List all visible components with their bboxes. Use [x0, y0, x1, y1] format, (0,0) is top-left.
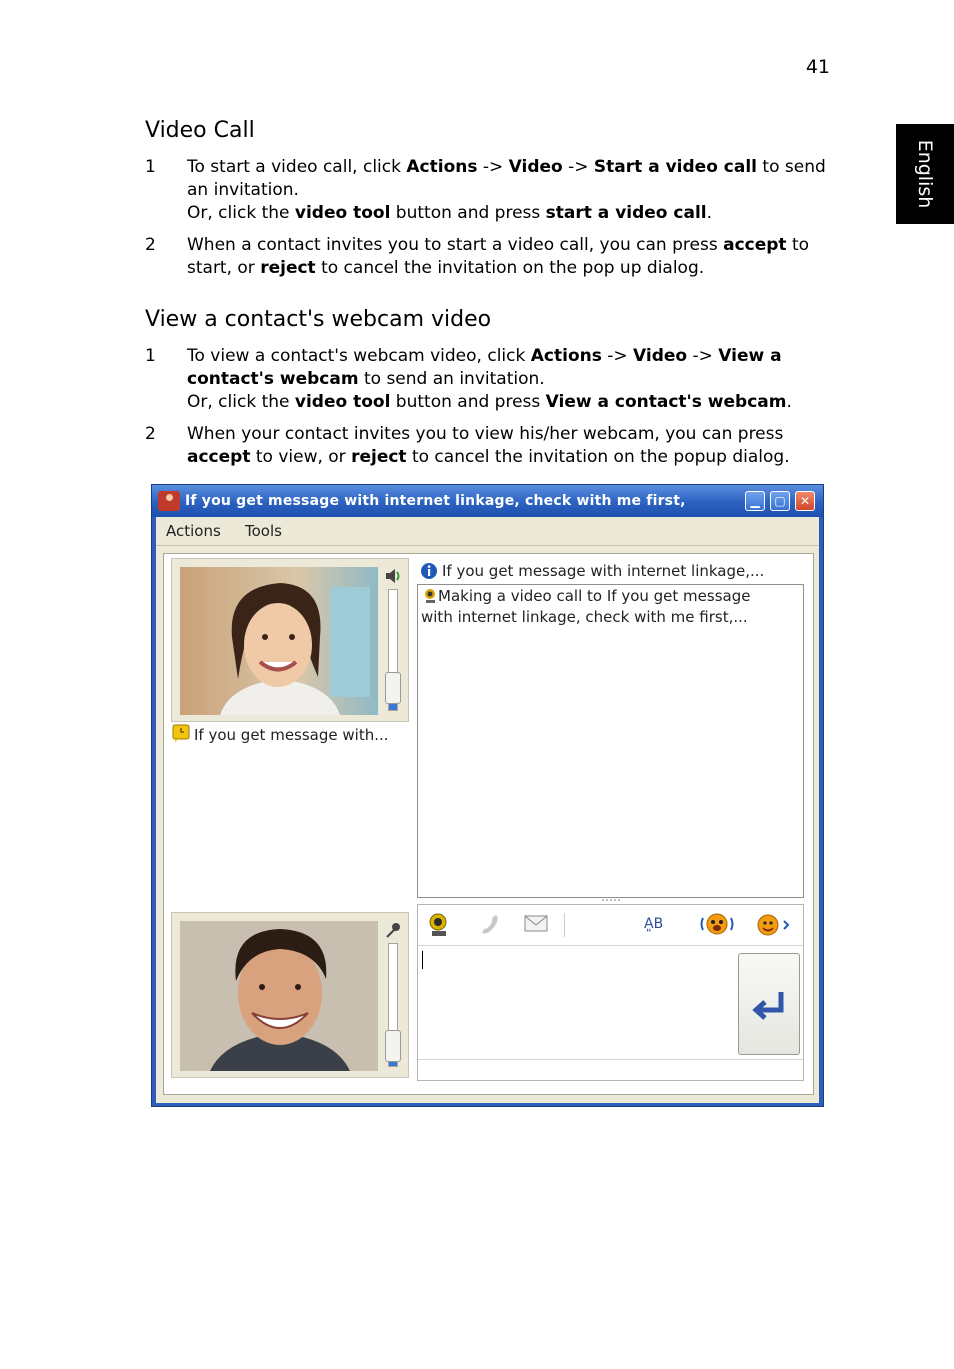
text-run: to cancel the invitation on the popup dialog.: [406, 447, 790, 467]
toolbar-divider: [564, 913, 565, 937]
bold-term: reject: [260, 258, 316, 278]
maximize-button[interactable]: ▢: [770, 491, 790, 511]
bold-term: Start a video call: [593, 157, 757, 177]
step-text: [187, 234, 827, 280]
menu-bar: [156, 517, 819, 546]
section-heading-webcam: View a contact's webcam video: [145, 307, 492, 332]
chat-header-text: If you get message with internet linkage,...: [442, 562, 765, 580]
step-number: 2: [145, 235, 156, 255]
bold-term: Video: [508, 157, 563, 177]
message-input[interactable]: [418, 945, 736, 1057]
text-run: .: [706, 203, 713, 223]
woman-photo-icon: [180, 567, 378, 715]
chat-message-line-2: with internet linkage, check with me first,...: [421, 608, 748, 626]
text-run: To view a contact's webcam video, click: [187, 346, 531, 366]
text-run: When a contact invites you to start a video call, you can press: [187, 235, 724, 255]
phone-icon[interactable]: [478, 913, 504, 939]
microphone-icon[interactable]: [384, 921, 402, 943]
text-run: Or, click the: [187, 203, 295, 223]
text-run: to send an invitation.: [358, 369, 545, 389]
text-run: to start, or: [187, 235, 810, 278]
bold-term: video tool: [294, 392, 391, 412]
chat-body: [163, 553, 814, 1095]
app-icon: [158, 491, 180, 511]
text-run: .: [786, 392, 792, 412]
step-number: 1: [145, 157, 156, 177]
text-run: ->: [601, 346, 634, 366]
bold-term: Actions: [530, 346, 602, 366]
text-run: button and press: [390, 392, 546, 412]
bold-term: start a video call: [545, 203, 707, 223]
bold-term: Actions: [406, 157, 478, 177]
conversation-log[interactable]: [417, 584, 804, 898]
contact-volume-slider[interactable]: [388, 589, 398, 711]
bold-term: reject: [351, 447, 407, 467]
text-run: When your contact invites you to view his/her webcam, you can press: [187, 424, 784, 444]
man-photo-icon: [180, 921, 378, 1071]
bold-term: View a contact's webcam: [187, 346, 782, 389]
minimize-button[interactable]: ▁: [745, 491, 765, 511]
email-icon[interactable]: [524, 914, 550, 940]
step-text: [187, 156, 827, 225]
step-text: [187, 345, 827, 414]
nudge-icon[interactable]: [700, 911, 726, 937]
bold-term: accept: [187, 447, 251, 467]
window-titlebar[interactable]: [152, 485, 823, 517]
window-client: [156, 517, 819, 1103]
contact-status-text: If you get message with...: [194, 726, 389, 744]
text-run: ->: [687, 346, 719, 366]
input-toolbar: [418, 905, 803, 946]
font-tool-icon[interactable]: A͈B: [644, 916, 664, 932]
step-text: [187, 423, 827, 469]
text-run: ->: [477, 157, 509, 177]
step-number: 1: [145, 346, 156, 366]
own-video-panel: [171, 912, 409, 1078]
menu-tools[interactable]: Tools: [245, 522, 282, 540]
webcam-small-icon: [422, 588, 438, 608]
own-video: [180, 921, 378, 1071]
input-area: [417, 904, 804, 1081]
chat-message-line-1: Making a video call to If you get message: [438, 587, 751, 605]
text-run: to send an invitation.: [187, 157, 826, 200]
language-label: English: [914, 139, 936, 209]
bold-term: video tool: [294, 203, 391, 223]
text-run: ->: [562, 157, 594, 177]
text-run: Or, click the: [187, 392, 295, 412]
speaker-icon[interactable]: [384, 567, 402, 589]
contact-video-panel: [171, 558, 409, 722]
video-tool-icon[interactable]: [426, 912, 452, 938]
bold-term: Video: [633, 346, 688, 366]
window-title: If you get message with internet linkage, check with me first,: [185, 493, 686, 509]
info-icon: [420, 562, 438, 584]
contact-video: [180, 567, 378, 715]
status-divider: [418, 1059, 803, 1060]
section-heading-video-call: Video Call: [145, 118, 255, 143]
bold-term: accept: [723, 235, 787, 255]
clock-status-icon: [172, 724, 190, 746]
mic-thumb[interactable]: [385, 1030, 401, 1062]
step-number: 2: [145, 424, 156, 444]
text-run: to cancel the invitation on the pop up dialog.: [315, 258, 705, 278]
close-button[interactable]: ✕: [795, 491, 815, 511]
text-run: button and press: [390, 203, 546, 223]
chat-window: [151, 484, 824, 1107]
page-number: 41: [805, 56, 830, 78]
text-run: To start a video call, click: [187, 157, 407, 177]
text-run: to view, or: [250, 447, 352, 467]
bold-term: View a contact's webcam: [545, 392, 787, 412]
menu-actions[interactable]: Actions: [166, 522, 221, 540]
volume-thumb[interactable]: [385, 672, 401, 704]
emoticon-icon[interactable]: [756, 912, 796, 938]
enter-arrow-icon: [739, 954, 799, 1054]
send-button[interactable]: [738, 953, 800, 1055]
mic-volume-slider[interactable]: [388, 943, 398, 1067]
language-side-tab: [896, 124, 954, 224]
